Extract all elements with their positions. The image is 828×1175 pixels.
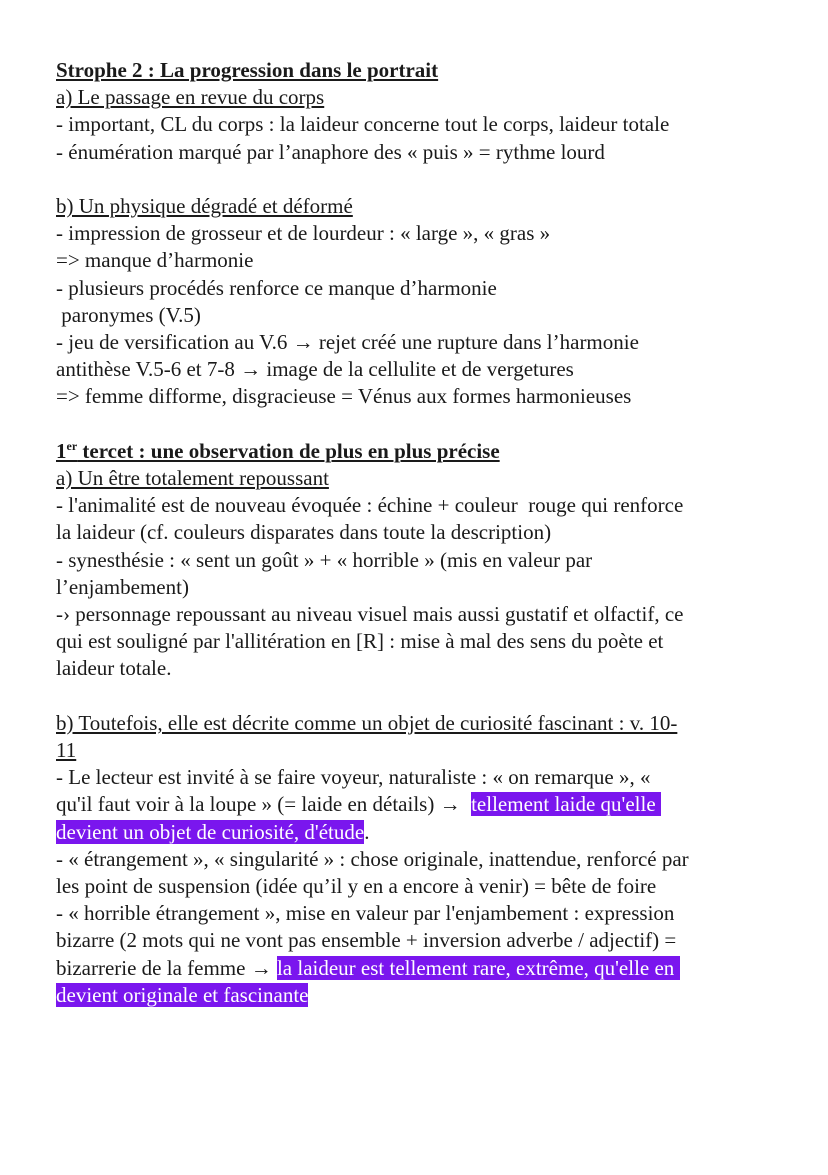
text-line [56,791,788,818]
text-span: bizarrerie de la femme → [56,955,277,980]
spacer [56,683,788,710]
text-line: - plusieurs procédés renforce ce manque d’harmonie [56,275,497,300]
strophe2-heading: Strophe 2 : La progression dans le portrait [56,58,439,82]
text-line: => femme difforme, disgracieuse = Vénus aux formes harmonieuses [56,384,632,409]
text-line: paronymes (V.5) [56,302,201,327]
highlighted-text: tellement laide qu'elle [471,792,661,817]
text-line: l’enjambement) [56,574,189,599]
text-line: - « horrible étrangement », mise en valeur par l'enjambement : expression [56,901,675,926]
tercet1-heading-num: 1 [56,438,67,463]
highlighted-text: devient originale et fascinante [56,982,309,1007]
highlighted-text: devient un objet de curiosité, d'étude [56,819,365,844]
text-line: la laideur (cf. couleurs disparates dans toute la description) [56,520,552,545]
text-line: - impression de grosseur et de lourdeur : « large », « gras » [56,221,551,246]
text-line: - synesthésie : « sent un goût » + « horrible » (mis en valeur par [56,547,593,572]
tercet1-b-subheading-line1: b) Toutefois, elle est décrite comme un objet de curiosité fascinant : v. 10- [56,710,678,735]
tercet1-a-subheading: a) Un être totalement repoussant [56,466,329,491]
text-line [56,819,788,846]
tercet1-a-lines [56,492,788,682]
strophe2-b-subheading: b) Un physique dégradé et déformé [56,194,353,218]
text-line: - jeu de versification au V.6 → rejet créé une rupture dans l’harmonie [56,330,639,355]
text-line: antithèse V.5-6 et 7-8 → image de la cellulite et de vergetures [56,357,574,382]
tercet1-heading [56,438,788,465]
text-line: - l'animalité est de nouveau évoquée : échine + couleur rouge qui renforce [56,493,684,518]
tercet1-b-subheading-line2: 11 [56,738,77,763]
tercet1-heading-sup: er [66,438,78,453]
highlighted-text: la laideur est tellement rare, extrême, qu'elle en [276,955,680,980]
text-line: bizarre (2 mots qui ne vont pas ensemble + inversion adverbe / adjectif) = [56,928,677,953]
text-line: les point de suspension (idée qu’il y en a encore à venir) = bête de foire [56,874,657,899]
text-line: - important, CL du corps : la laideur concerne tout le corps, laideur totale [56,112,670,137]
spacer [56,411,788,438]
text-line: - Le lecteur est invité à se faire voyeur, naturaliste : « on remarque », « [56,765,651,790]
text-span: . [364,819,370,844]
text-line: laideur totale. [56,656,172,681]
text-line: => manque d’harmonie [56,248,254,273]
strophe2-a-lines [56,111,788,165]
text-line: - « étrangement », « singularité » : chose originale, inattendue, renforcé par [56,846,689,871]
strophe2-a-subheading: a) Le passage en revue du corps [56,85,325,110]
text-line: -› personnage repoussant au niveau visuel mais aussi gustatif et olfactif, ce [56,602,684,627]
strophe2-b-lines [56,220,788,410]
text-span: qu'il faut voir à la loupe » (= laide en détails) → [56,792,472,817]
text-line [56,955,788,982]
text-line [56,982,788,1009]
text-line: qui est souligné par l'allitération en [R] : mise à mal des sens du poète et [56,629,664,654]
tercet1-heading-rest: tercet : une observation de plus en plus précise [77,438,500,463]
text-line: - énumération marqué par l’anaphore des « puis » = rythme lourd [56,139,605,164]
spacer [56,166,788,193]
